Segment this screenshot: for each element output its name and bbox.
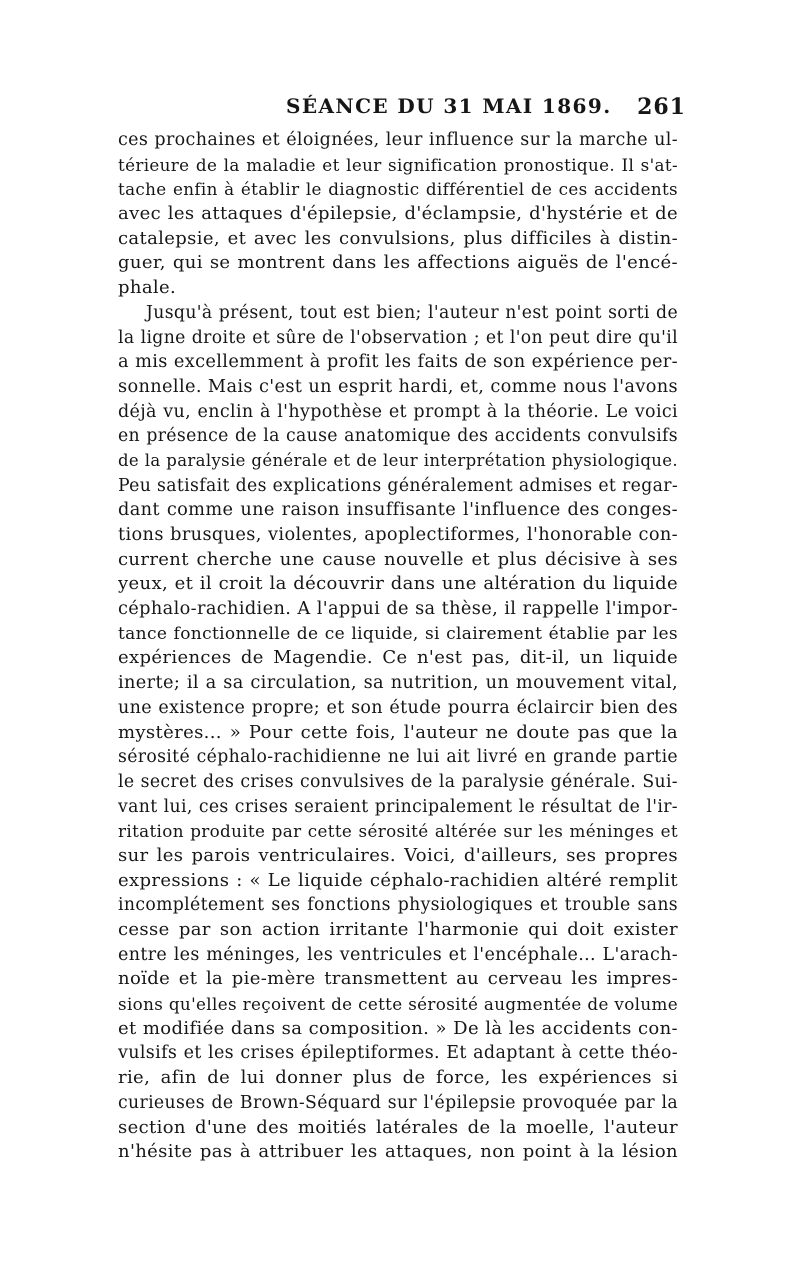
text-line: guer, qui se montrent dans les affections aiguës de l'encé- <box>118 252 678 274</box>
text-line: de la paralysie générale et de leur interprétation physiologique. <box>118 450 678 470</box>
text-line: dant comme une raison insuffisante l'influence des conges- <box>118 500 678 521</box>
text-line: sions qu'elles reçoivent de cette sérosité augmentée de volume <box>118 994 678 1015</box>
text-line: térieure de la maladie et leur signification pronostique. Il s'at- <box>118 154 678 175</box>
text-line: céphalo-rachidien. A l'appui de sa thèse, il rappelle l'impor- <box>118 599 678 620</box>
text-line: expériences de Magendie. Ce n'est pas, dit-il, un liquide <box>118 647 678 669</box>
text-line: mystères... » Pour cette fois, l'auteur ne doute pas que la <box>118 721 678 743</box>
text-line: ritation produite par cette sérosité altérée sur les méninges et <box>118 821 678 842</box>
text-line: n'hésite pas à attribuer les attaques, non point à la lésion <box>118 1141 678 1163</box>
text-line: tache enfin à établir le diagnostic différentiel de ces accidents <box>118 179 678 200</box>
text-line: inerte; il a sa circulation, sa nutrition, un mouvement vital, <box>118 673 678 694</box>
text-line: incomplétement ses fonctions physiologiques et trouble sans <box>118 895 678 916</box>
text-line: noïde et la pie-mère transmettent au cerveau les impres- <box>118 968 678 990</box>
text-line: déjà vu, enclin à l'hypothèse et prompt à la théorie. Le voici <box>118 401 678 422</box>
text-line: sérosité céphalo-rachidienne ne lui ait livré en grande partie <box>118 747 678 768</box>
text-line: a mis excellemment à profit les faits de son expérience per- <box>118 352 678 373</box>
text-line: cesse par son action irritante l'harmonie qui doit exister <box>118 919 678 940</box>
text-line: ces prochaines et éloignées, leur influence sur la marche ul- <box>118 130 678 150</box>
page-number: 261 <box>637 94 686 120</box>
text-line: vant lui, ces crises seraient principalement le résultat de l'ir- <box>118 796 678 817</box>
text-line: yeux, et il croit la découvrir dans une altération du liquide <box>118 573 678 595</box>
text-line: current cherche une cause nouvelle et plus décisive à ses <box>118 548 678 570</box>
text-line: sonnelle. Mais c'est un esprit hardi, et, comme nous l'avons <box>118 376 678 397</box>
text-line: sur les parois ventriculaires. Voici, d'ailleurs, ses propres <box>118 844 678 866</box>
text-line: catalepsie, et avec les convulsions, plus difficiles à distin- <box>118 227 678 249</box>
text-line: expressions : « Le liquide céphalo-rachidien altéré remplit <box>118 869 678 891</box>
text-line: Peu satisfait des explications généralement admises et regar- <box>118 475 678 496</box>
text-line: la ligne droite et sûre de l'observation ; et l'on peut dire qu'il <box>118 327 678 348</box>
body-text <box>118 128 678 1165</box>
text-line: tions brusques, violentes, apoplectiformes, l'honorable con- <box>118 525 678 545</box>
running-title: SÉANCE DU 31 MAI 1869. <box>286 94 612 118</box>
running-head <box>118 94 686 124</box>
text-line: une existence propre; et son étude pourra éclaircir bien des <box>118 697 678 718</box>
text-line: en présence de la cause anatomique des accidents convulsifs <box>118 426 678 447</box>
text-line: rie, afin de lui donner plus de force, les expériences si <box>118 1067 678 1089</box>
paragraph-start-line: Jusqu'à présent, tout est bien; l'auteur n'est point sorti de <box>146 302 678 323</box>
text-line: et modifiée dans sa composition. » De là les accidents con- <box>118 1017 678 1039</box>
text-line: entre les méninges, les ventricules et l'encéphale... L'arach- <box>118 944 678 965</box>
text-line: avec les attaques d'épilepsie, d'éclampsie, d'hystérie et de <box>118 203 678 225</box>
text-line: section d'une des moitiés latérales de la moelle, l'auteur <box>118 1116 678 1138</box>
text-line: tance fonctionnelle de ce liquide, si clairement établie par les <box>118 623 678 644</box>
text-line: curieuses de Brown-Séquard sur l'épilepsie provoquée par la <box>118 1092 678 1113</box>
text-line: phale. <box>118 277 177 299</box>
text-line: le secret des crises convulsives de la paralysie générale. Sui- <box>118 771 678 792</box>
text-line: vulsifs et les crises épileptiformes. Et adaptant à cette théo- <box>118 1043 678 1064</box>
